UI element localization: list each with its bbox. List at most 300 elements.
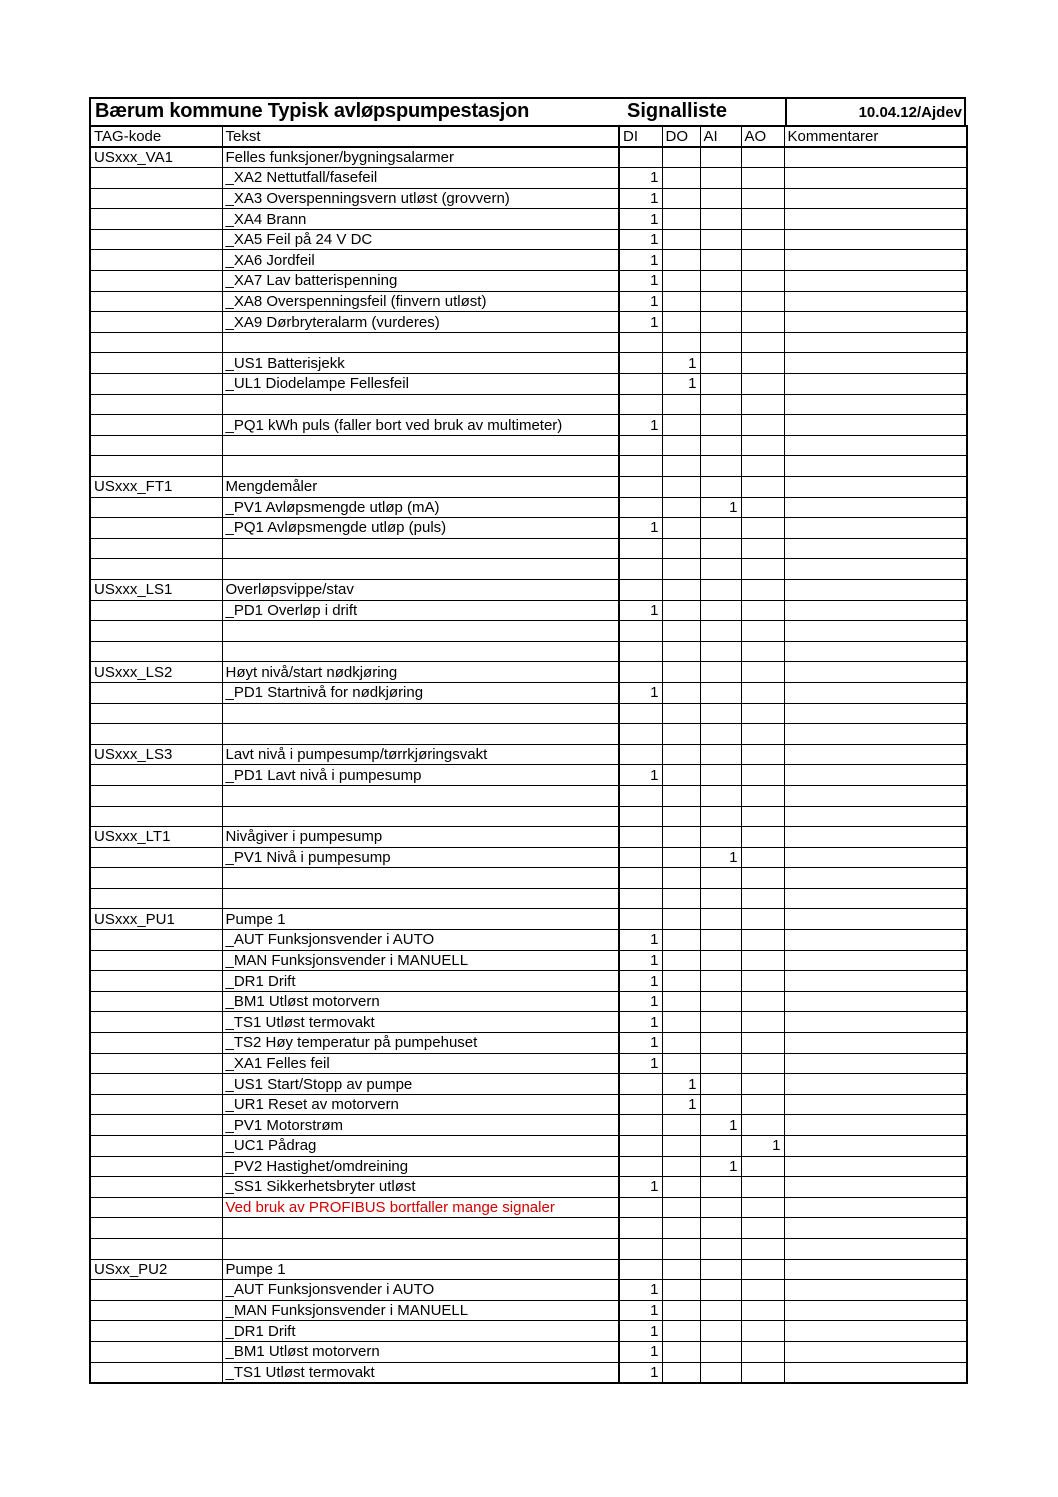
comment-cell [784, 291, 967, 312]
ai-cell [700, 785, 741, 806]
text-cell [222, 806, 619, 827]
ai-cell [700, 1177, 741, 1198]
comment-cell [784, 188, 967, 209]
text-cell: Ved bruk av PROFIBUS bortfaller mange signaler [222, 1197, 619, 1218]
comment-cell [784, 332, 967, 353]
di-cell [619, 868, 662, 889]
comment-cell [784, 1259, 967, 1280]
table-row [90, 1012, 967, 1033]
di-cell [619, 827, 662, 848]
col-header-text: Tekst [222, 126, 619, 147]
ao-cell [741, 847, 784, 868]
text-cell: _MAN Funksjonsvender i MANUELL [222, 1300, 619, 1321]
text-cell [222, 538, 619, 559]
ai-cell [700, 477, 741, 498]
text-cell: _PV2 Hastighet/omdreining [222, 1156, 619, 1177]
do-cell [662, 847, 700, 868]
ao-cell [741, 950, 784, 971]
text-cell: _TS2 Høy temperatur på pumpehuset [222, 1033, 619, 1054]
ai-cell [700, 518, 741, 539]
table-row [90, 1238, 967, 1259]
table-row [90, 621, 967, 642]
di-cell [619, 1115, 662, 1136]
text-cell: _PV1 Motorstrøm [222, 1115, 619, 1136]
ao-cell [741, 188, 784, 209]
di-cell: 1 [619, 229, 662, 250]
ao-cell [741, 971, 784, 992]
di-cell: 1 [619, 1341, 662, 1362]
comment-cell [784, 1012, 967, 1033]
comment-cell [784, 1136, 967, 1157]
tag-cell [90, 1094, 222, 1115]
comment-cell [784, 868, 967, 889]
ao-cell [741, 703, 784, 724]
tag-cell [90, 456, 222, 477]
di-cell [619, 559, 662, 580]
ao-cell [741, 1074, 784, 1095]
do-cell [662, 1321, 700, 1342]
do-cell [662, 518, 700, 539]
tag-cell [90, 1074, 222, 1095]
do-cell [662, 1218, 700, 1239]
comment-cell [784, 909, 967, 930]
di-cell [619, 1156, 662, 1177]
table-row [90, 1321, 967, 1342]
ai-cell [700, 332, 741, 353]
table-row [90, 1033, 967, 1054]
text-cell: _SS1 Sikkerhetsbryter utløst [222, 1177, 619, 1198]
ao-cell [741, 1218, 784, 1239]
ao-cell [741, 1238, 784, 1259]
text-cell [222, 868, 619, 889]
comment-cell [784, 641, 967, 662]
tag-cell [90, 621, 222, 642]
ai-cell [700, 621, 741, 642]
ai-cell [700, 1094, 741, 1115]
ao-cell [741, 209, 784, 230]
di-cell [619, 1197, 662, 1218]
ai-cell [700, 1300, 741, 1321]
table-row [90, 332, 967, 353]
table-row [90, 600, 967, 621]
table-row [90, 291, 967, 312]
ao-cell [741, 229, 784, 250]
ai-cell [700, 374, 741, 395]
ai-cell [700, 600, 741, 621]
text-cell: Nivågiver i pumpesump [222, 827, 619, 848]
di-cell [619, 497, 662, 518]
text-cell: _BM1 Utløst motorvern [222, 1341, 619, 1362]
do-cell [662, 765, 700, 786]
ai-cell [700, 682, 741, 703]
do-cell [662, 497, 700, 518]
ao-cell [741, 271, 784, 292]
text-cell: Lavt nivå i pumpesump/tørrkjøringsvakt [222, 744, 619, 765]
ai-cell [700, 291, 741, 312]
table-row [90, 888, 967, 909]
text-cell: Felles funksjoner/bygningsalarmer [222, 147, 619, 168]
ao-cell [741, 1094, 784, 1115]
do-cell [662, 724, 700, 745]
comment-cell [784, 1362, 967, 1383]
di-cell [619, 456, 662, 477]
table-row [90, 250, 967, 271]
ai-cell [700, 827, 741, 848]
do-cell [662, 1280, 700, 1301]
di-cell: 1 [619, 1053, 662, 1074]
table-row [90, 785, 967, 806]
di-cell [619, 477, 662, 498]
table-row [90, 374, 967, 395]
ao-cell [741, 353, 784, 374]
table-row [90, 847, 967, 868]
comment-cell [784, 1115, 967, 1136]
comment-cell [784, 1321, 967, 1342]
do-cell [662, 415, 700, 436]
table-row [90, 703, 967, 724]
ao-cell [741, 785, 784, 806]
col-header-ao: AO [741, 126, 784, 147]
ai-cell [700, 1238, 741, 1259]
comment-cell [784, 250, 967, 271]
comment-cell [784, 1238, 967, 1259]
di-cell [619, 1074, 662, 1095]
ai-cell [700, 579, 741, 600]
di-cell [619, 394, 662, 415]
text-cell: _AUT Funksjonsvender i AUTO [222, 930, 619, 951]
tag-cell [90, 538, 222, 559]
tag-cell [90, 1156, 222, 1177]
do-cell [662, 991, 700, 1012]
di-cell [619, 579, 662, 600]
tag-cell [90, 332, 222, 353]
do-cell [662, 950, 700, 971]
di-cell: 1 [619, 682, 662, 703]
text-cell: _XA1 Felles feil [222, 1053, 619, 1074]
ao-cell [741, 991, 784, 1012]
ao-cell: 1 [741, 1136, 784, 1157]
col-header-do: DO [662, 126, 700, 147]
text-cell [222, 1238, 619, 1259]
table-row [90, 682, 967, 703]
comment-cell [784, 579, 967, 600]
text-cell: _XA3 Overspenningsvern utløst (grovvern) [222, 188, 619, 209]
table-row [90, 477, 967, 498]
comment-cell [784, 703, 967, 724]
tag-cell [90, 971, 222, 992]
comment-cell [784, 785, 967, 806]
ai-cell [700, 991, 741, 1012]
di-cell: 1 [619, 188, 662, 209]
tag-cell [90, 991, 222, 1012]
di-cell [619, 724, 662, 745]
table-row [90, 456, 967, 477]
comment-cell [784, 1094, 967, 1115]
comment-cell [784, 559, 967, 580]
table-row [90, 394, 967, 415]
tag-cell: USxxx_PU1 [90, 909, 222, 930]
tag-cell [90, 1341, 222, 1362]
ai-cell [700, 662, 741, 683]
comment-cell [784, 229, 967, 250]
tag-cell [90, 724, 222, 745]
tag-cell [90, 1177, 222, 1198]
table-row [90, 827, 967, 848]
ao-cell [741, 930, 784, 951]
ai-cell [700, 415, 741, 436]
do-cell [662, 477, 700, 498]
comment-cell [784, 477, 967, 498]
do-cell [662, 1362, 700, 1383]
ao-cell [741, 662, 784, 683]
table-row [90, 312, 967, 333]
tag-cell [90, 1300, 222, 1321]
do-cell [662, 250, 700, 271]
ao-cell [741, 724, 784, 745]
ai-cell [700, 724, 741, 745]
do-cell [662, 703, 700, 724]
ai-cell [700, 1259, 741, 1280]
comment-cell [784, 600, 967, 621]
text-cell: _BM1 Utløst motorvern [222, 991, 619, 1012]
table-row [90, 971, 967, 992]
ao-cell [741, 168, 784, 189]
ai-cell [700, 1280, 741, 1301]
do-cell [662, 1053, 700, 1074]
ao-cell [741, 538, 784, 559]
tag-cell [90, 415, 222, 436]
text-cell: _XA9 Dørbryteralarm (vurderes) [222, 312, 619, 333]
comment-cell [784, 1156, 967, 1177]
text-cell: Overløpsvippe/stav [222, 579, 619, 600]
do-cell [662, 600, 700, 621]
do-cell [662, 456, 700, 477]
do-cell [662, 1033, 700, 1054]
do-cell [662, 188, 700, 209]
do-cell [662, 806, 700, 827]
ai-cell [700, 456, 741, 477]
comment-cell [784, 538, 967, 559]
comment-cell [784, 724, 967, 745]
di-cell: 1 [619, 1321, 662, 1342]
title-divider [785, 99, 787, 125]
di-cell: 1 [619, 950, 662, 971]
table-row [90, 1259, 967, 1280]
ao-cell [741, 1300, 784, 1321]
signal-list-sheet [89, 97, 966, 1384]
comment-cell [784, 435, 967, 456]
ao-cell [741, 1280, 784, 1301]
text-cell: _XA5 Feil på 24 V DC [222, 229, 619, 250]
text-cell: _PD1 Lavt nivå i pumpesump [222, 765, 619, 786]
signal-table [89, 125, 968, 1384]
ao-cell [741, 394, 784, 415]
tag-cell [90, 1362, 222, 1383]
di-cell [619, 1259, 662, 1280]
tag-cell [90, 1218, 222, 1239]
table-row [90, 168, 967, 189]
table-row [90, 1300, 967, 1321]
ai-cell [700, 1197, 741, 1218]
comment-cell [784, 147, 967, 168]
di-cell [619, 847, 662, 868]
tag-cell [90, 641, 222, 662]
ai-cell [700, 271, 741, 292]
tag-cell [90, 353, 222, 374]
tag-cell [90, 250, 222, 271]
tag-cell [90, 868, 222, 889]
ai-cell [700, 703, 741, 724]
di-cell: 1 [619, 250, 662, 271]
table-row [90, 724, 967, 745]
table-row [90, 1280, 967, 1301]
table-row [90, 1074, 967, 1095]
comment-cell [784, 271, 967, 292]
do-cell [662, 538, 700, 559]
text-cell: _PD1 Overløp i drift [222, 600, 619, 621]
do-cell [662, 291, 700, 312]
ao-cell [741, 1362, 784, 1383]
text-cell: _DR1 Drift [222, 971, 619, 992]
ai-cell [700, 188, 741, 209]
comment-cell [784, 1300, 967, 1321]
ao-cell [741, 1259, 784, 1280]
title-row [89, 97, 966, 125]
di-cell [619, 1094, 662, 1115]
di-cell [619, 1218, 662, 1239]
table-row [90, 353, 967, 374]
ao-cell [741, 250, 784, 271]
text-cell [222, 785, 619, 806]
table-row [90, 1341, 967, 1362]
di-cell: 1 [619, 1362, 662, 1383]
tag-cell: USxxx_LT1 [90, 827, 222, 848]
do-cell: 1 [662, 1094, 700, 1115]
di-cell: 1 [619, 1033, 662, 1054]
tag-cell [90, 394, 222, 415]
ai-cell [700, 1074, 741, 1095]
comment-cell [784, 806, 967, 827]
do-cell [662, 888, 700, 909]
ao-cell [741, 765, 784, 786]
text-cell: _PQ1 Avløpsmengde utløp (puls) [222, 518, 619, 539]
di-cell: 1 [619, 312, 662, 333]
table-row [90, 1136, 967, 1157]
comment-cell [784, 518, 967, 539]
comment-cell [784, 209, 967, 230]
ai-cell [700, 806, 741, 827]
di-cell: 1 [619, 930, 662, 951]
tag-cell [90, 765, 222, 786]
text-cell: Pumpe 1 [222, 1259, 619, 1280]
tag-cell [90, 1033, 222, 1054]
ai-cell [700, 1053, 741, 1074]
ai-cell: 1 [700, 1156, 741, 1177]
di-cell [619, 621, 662, 642]
document-date: 10.04.12/Ajdev [858, 104, 962, 121]
ai-cell [700, 1136, 741, 1157]
table-row [90, 497, 967, 518]
text-cell: _XA8 Overspenningsfeil (finvern utløst) [222, 291, 619, 312]
ao-cell [741, 888, 784, 909]
col-header-comment: Kommentarer [784, 126, 967, 147]
do-cell [662, 1259, 700, 1280]
di-cell: 1 [619, 600, 662, 621]
do-cell [662, 168, 700, 189]
ao-cell [741, 374, 784, 395]
ao-cell [741, 682, 784, 703]
do-cell [662, 827, 700, 848]
text-cell: _XA2 Nettutfall/fasefeil [222, 168, 619, 189]
ao-cell [741, 1156, 784, 1177]
table-row [90, 518, 967, 539]
table-row [90, 188, 967, 209]
text-cell [222, 435, 619, 456]
ai-cell [700, 909, 741, 930]
table-row [90, 1177, 967, 1198]
table-row [90, 559, 967, 580]
di-cell: 1 [619, 209, 662, 230]
ai-cell [700, 888, 741, 909]
tag-cell [90, 682, 222, 703]
ai-cell [700, 1033, 741, 1054]
ai-cell [700, 1362, 741, 1383]
ai-cell [700, 147, 741, 168]
ao-cell [741, 744, 784, 765]
di-cell: 1 [619, 765, 662, 786]
tag-cell [90, 291, 222, 312]
tag-cell [90, 1321, 222, 1342]
header-row [90, 126, 967, 147]
table-row [90, 1053, 967, 1074]
table-row [90, 415, 967, 436]
tag-cell [90, 888, 222, 909]
ai-cell [700, 353, 741, 374]
text-cell: _MAN Funksjonsvender i MANUELL [222, 950, 619, 971]
ao-cell [741, 435, 784, 456]
ai-cell [700, 435, 741, 456]
do-cell [662, 682, 700, 703]
text-cell [222, 888, 619, 909]
ao-cell [741, 827, 784, 848]
do-cell [662, 147, 700, 168]
ao-cell [741, 1053, 784, 1074]
table-row [90, 1094, 967, 1115]
table-row [90, 538, 967, 559]
ao-cell [741, 868, 784, 889]
ao-cell [741, 456, 784, 477]
comment-cell [784, 950, 967, 971]
do-cell [662, 1012, 700, 1033]
tag-cell [90, 806, 222, 827]
document-title: Bærum kommune Typisk avløpspumpestasjon [95, 100, 530, 122]
table-row [90, 641, 967, 662]
di-cell: 1 [619, 991, 662, 1012]
text-cell [222, 456, 619, 477]
text-cell: _UR1 Reset av motorvern [222, 1094, 619, 1115]
table-row [90, 147, 967, 168]
tag-cell: USxxx_LS1 [90, 579, 222, 600]
comment-cell [784, 1280, 967, 1301]
di-cell: 1 [619, 1012, 662, 1033]
tag-cell [90, 703, 222, 724]
ai-cell: 1 [700, 497, 741, 518]
comment-cell [784, 765, 967, 786]
text-cell: _TS1 Utløst termovakt [222, 1012, 619, 1033]
ai-cell [700, 312, 741, 333]
tag-cell [90, 209, 222, 230]
tag-cell [90, 374, 222, 395]
